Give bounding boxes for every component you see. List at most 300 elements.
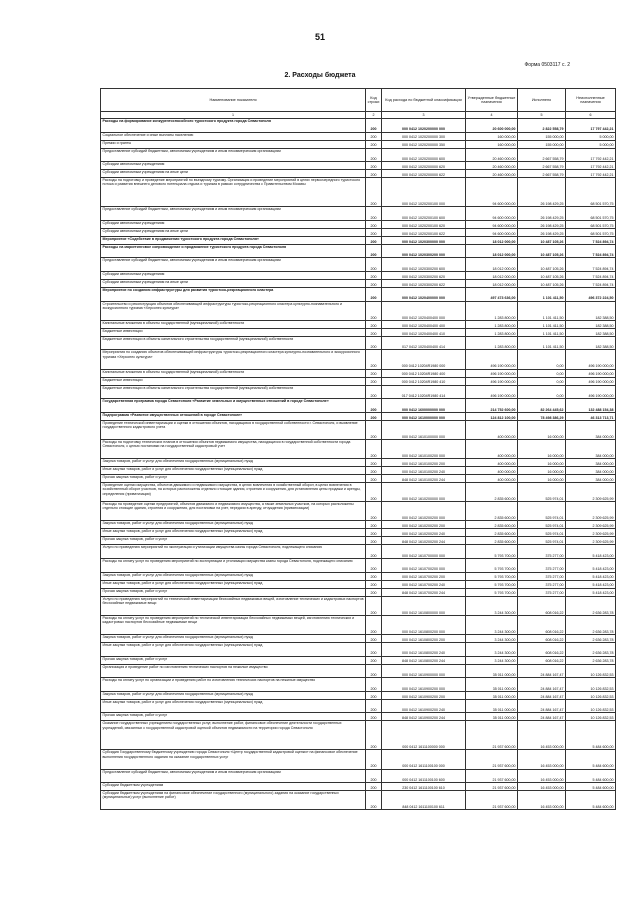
row-budget-code: 000 0412 1611100000 000 bbox=[382, 721, 466, 750]
row-name: Закупка товаров, работ и услуг для обеспечения государственных (муниципальных) нужд bbox=[101, 572, 366, 580]
row-executed: 375 277,00 bbox=[518, 580, 566, 588]
row-approved: 94 600 000,00 bbox=[466, 207, 518, 221]
table-row bbox=[101, 244, 616, 258]
row-unexecuted: 182 388,50 bbox=[566, 328, 616, 336]
row-line-code: 200 bbox=[366, 258, 382, 272]
row-line-code: 200 bbox=[366, 691, 382, 699]
row-name: Субсидии автономным учреждениям bbox=[101, 271, 366, 279]
row-name: Иные закупки товаров, работ и услуг для обеспечения государственных (муниципальных) нужд bbox=[101, 699, 366, 713]
row-approved: 5 793 700,00 bbox=[466, 572, 518, 580]
row-unexecuted: 2 309 625,99 bbox=[566, 483, 616, 502]
row-executed: 525 974,01 bbox=[518, 483, 566, 502]
row-unexecuted: 5 484 600,00 bbox=[566, 769, 616, 783]
table-row bbox=[101, 699, 616, 713]
expenses-table bbox=[100, 88, 616, 810]
row-unexecuted: 384 000,00 bbox=[566, 420, 616, 439]
table-row bbox=[101, 350, 616, 369]
row-executed: 16 000,00 bbox=[518, 459, 566, 467]
row-executed: 1 101 411,50 bbox=[518, 287, 566, 301]
table-row bbox=[101, 336, 616, 350]
row-unexecuted: 5 484 600,00 bbox=[566, 791, 616, 810]
row-approved: 5 793 700,00 bbox=[466, 588, 518, 596]
row-approved: 400 000,00 bbox=[466, 475, 518, 483]
row-executed: 2 667 558,79 bbox=[518, 170, 566, 178]
row-budget-code: 000 0412 1610200000 000 bbox=[382, 483, 466, 502]
row-line-code: 200 bbox=[366, 467, 382, 475]
row-approved: 496 190 000,00 bbox=[466, 350, 518, 369]
table-row bbox=[101, 271, 616, 279]
row-budget-code: 000 0412 1610900200 240 bbox=[382, 699, 466, 713]
row-approved: 35 011 000,00 bbox=[466, 664, 518, 678]
row-name: Субсидии бюджетным учреждениям bbox=[101, 783, 366, 791]
row-line-code: 200 bbox=[366, 287, 382, 301]
row-approved: 214 752 600,00 bbox=[466, 399, 518, 413]
row-executed: 0,00 bbox=[518, 350, 566, 369]
row-executed: 16 453 000,00 bbox=[518, 721, 566, 750]
table-row bbox=[101, 279, 616, 287]
column-number: 2 bbox=[366, 112, 382, 119]
row-budget-code: 000 0412 1610900200 200 bbox=[382, 691, 466, 699]
row-line-code: 200 bbox=[366, 271, 382, 279]
row-name: Прочая закупка товаров, работ и услуг bbox=[101, 713, 366, 721]
row-unexecuted: 496 372 224,50 bbox=[566, 287, 616, 301]
row-budget-code: 000 0412 1020400400 410 bbox=[382, 328, 466, 336]
row-executed: 2 822 558,79 bbox=[518, 119, 566, 133]
table-row bbox=[101, 328, 616, 336]
row-unexecuted: 182 388,50 bbox=[566, 301, 616, 320]
row-line-code: 200 bbox=[366, 369, 382, 377]
row-line-code: 200 bbox=[366, 412, 382, 420]
row-approved: 1 283 800,00 bbox=[466, 328, 518, 336]
row-name: Мероприятие по созданию инфраструктуры для развития туристско-рекреационного кластера bbox=[101, 287, 366, 301]
table-row bbox=[101, 178, 616, 207]
row-line-code: 200 bbox=[366, 750, 382, 769]
column-number: 1 bbox=[101, 112, 366, 119]
row-budget-code: 000 0412 1020200000 350 bbox=[382, 140, 466, 148]
row-approved: 1 283 800,00 bbox=[466, 336, 518, 350]
row-approved: 160 000,00 bbox=[466, 132, 518, 140]
row-name: Субсидии автономным учреждениям bbox=[101, 220, 366, 228]
row-name: Государственная программа города Севастополя «Развитие земельных и имущественных отношений в городе Севастополе» bbox=[101, 399, 366, 413]
row-line-code: 200 bbox=[366, 140, 382, 148]
row-budget-code: 000 0412 1020200100 000 bbox=[382, 178, 466, 207]
row-name: Капитальные вложения в объекты государственной (муниципальной) собственности bbox=[101, 369, 366, 377]
row-name: Прочая закупка товаров, работ и услуг bbox=[101, 656, 366, 664]
row-name: Расходы на подготовку и проведение мероприятий по въездному туризму. Организация и проведение мероприятий в целях первоочередного туристского потока и развития внешнего делового потенциала отдыха и туризма в рамках сотрудничества с Правительством Москвы bbox=[101, 178, 366, 207]
row-budget-code: 000 0412 1020200000 600 bbox=[382, 148, 466, 162]
row-approved: 5 793 700,00 bbox=[466, 545, 518, 559]
column-header: Код расхода по бюджетной классификации bbox=[382, 89, 466, 112]
row-line-code: 200 bbox=[366, 596, 382, 615]
row-name: Иные закупки товаров, работ и услуг для обеспечения государственных (муниципальных) нужд bbox=[101, 580, 366, 588]
row-budget-code: 848 0412 1611100100 611 bbox=[382, 791, 466, 810]
row-budget-code: 000 0412 1020200100 600 bbox=[382, 207, 466, 221]
row-unexecuted: 5 000,00 bbox=[566, 132, 616, 140]
row-unexecuted: 384 000,00 bbox=[566, 467, 616, 475]
row-unexecuted: 5 484 600,00 bbox=[566, 750, 616, 769]
row-approved: 18 012 000,00 bbox=[466, 244, 518, 258]
row-approved: 400 000,00 bbox=[466, 467, 518, 475]
row-executed: 24 884 167,47 bbox=[518, 691, 566, 699]
row-budget-code: 000 0412 1020200100 620 bbox=[382, 220, 466, 228]
table-row bbox=[101, 643, 616, 657]
row-approved: 160 000,00 bbox=[466, 140, 518, 148]
row-budget-code: 000 0412 10204R1980 410 bbox=[382, 377, 466, 385]
table-row bbox=[101, 713, 616, 721]
row-name: Услуги по проведению мероприятий по технической инвентаризации бесхозяйных недвижимых вещей, изготовление технических и кадастровых паспортов бесхозяйные недвижимые вещи bbox=[101, 596, 366, 615]
row-unexecuted: 5 484 600,00 bbox=[566, 721, 616, 750]
row-unexecuted: 10 126 832,53 bbox=[566, 713, 616, 721]
row-executed: 1 101 411,50 bbox=[518, 328, 566, 336]
row-unexecuted: 5 418 423,00 bbox=[566, 545, 616, 559]
row-executed: 525 974,01 bbox=[518, 529, 566, 537]
table-row bbox=[101, 615, 616, 634]
row-approved: 21 937 600,00 bbox=[466, 783, 518, 791]
row-line-code: 200 bbox=[366, 721, 382, 750]
row-unexecuted: 2 309 625,99 bbox=[566, 537, 616, 545]
row-approved: 5 793 700,00 bbox=[466, 580, 518, 588]
row-executed: 375 277,00 bbox=[518, 588, 566, 596]
row-name: Расходы на оплату услуг по проведению мероприятий по эксплуатации и утилизации имущества казны города Севастополя, подлежащего списанию bbox=[101, 559, 366, 573]
row-name: Мероприятия по созданию объектов обеспечивающей инфраструктуры туристско-рекреационного кластера культурно-познавательного и экскурсионного туризма «Херсонес культура» bbox=[101, 350, 366, 369]
row-budget-code: 000 0412 1020300200 620 bbox=[382, 271, 466, 279]
row-line-code: 200 bbox=[366, 377, 382, 385]
row-approved: 3 244 300,00 bbox=[466, 635, 518, 643]
row-line-code: 200 bbox=[366, 529, 382, 537]
row-approved: 5 793 700,00 bbox=[466, 559, 518, 573]
row-name: Предоставление субсидий бюджетным, автономным учреждениям и иным некоммерческим организациям bbox=[101, 769, 366, 783]
row-executed: 16 000,00 bbox=[518, 420, 566, 439]
table-row bbox=[101, 483, 616, 502]
table-row bbox=[101, 377, 616, 385]
row-approved: 3 244 300,00 bbox=[466, 656, 518, 664]
row-name: Иные закупки товаров, работ и услуг для обеспечения государственных (муниципальных) нужд bbox=[101, 467, 366, 475]
table-row bbox=[101, 369, 616, 377]
row-line-code: 200 bbox=[366, 385, 382, 399]
row-executed: 24 884 167,47 bbox=[518, 664, 566, 678]
row-line-code: 200 bbox=[366, 328, 382, 336]
row-line-code: 200 bbox=[366, 170, 382, 178]
row-line-code: 200 bbox=[366, 635, 382, 643]
row-budget-code: 000 0412 10204R1980 000 bbox=[382, 350, 466, 369]
table-row bbox=[101, 572, 616, 580]
row-budget-code: 848 0412 1610700200 244 bbox=[382, 588, 466, 596]
table-row bbox=[101, 559, 616, 573]
row-name: Строительство и реконструкция объектов обеспечивающей инфраструктуры туристско-рекреационного кластера культурно-познавательного и экскурсионного туризма «Херсонес культура» bbox=[101, 301, 366, 320]
row-unexecuted: 5 418 423,00 bbox=[566, 580, 616, 588]
row-executed: 2 667 558,79 bbox=[518, 162, 566, 170]
table-row bbox=[101, 301, 616, 320]
row-approved: 2 835 600,00 bbox=[466, 529, 518, 537]
row-unexecuted: 10 126 832,53 bbox=[566, 699, 616, 713]
row-budget-code: 000 0412 1020200000 000 bbox=[382, 119, 466, 133]
column-header: Наименование показателя bbox=[101, 89, 366, 112]
row-approved: 21 937 600,00 bbox=[466, 750, 518, 769]
row-line-code: 200 bbox=[366, 350, 382, 369]
row-line-code: 200 bbox=[366, 791, 382, 810]
row-line-code: 200 bbox=[366, 769, 382, 783]
row-line-code: 200 bbox=[366, 678, 382, 692]
table-row bbox=[101, 475, 616, 483]
row-budget-code: 000 0412 1610100000 000 bbox=[382, 420, 466, 439]
table-row bbox=[101, 439, 616, 458]
row-name: Проведение оценки имущества, объектов движимого и недвижимого имущества, в целях вовлечения в хозяйственный оборот, в целях вовлечения в хозяйственный оборот участков, на которых расположены отдельно стоящие здания, строения и сооружения, для установления цены продажи и аренды, определения (приватизации) bbox=[101, 483, 366, 502]
row-approved: 1 283 800,00 bbox=[466, 301, 518, 320]
row-approved: 497 473 636,00 bbox=[466, 287, 518, 301]
row-name: Субсидии автономным учреждениям на иные цели bbox=[101, 279, 366, 287]
row-executed: 10 487 105,26 bbox=[518, 244, 566, 258]
row-executed: 375 277,00 bbox=[518, 545, 566, 559]
row-unexecuted: 2 636 283,78 bbox=[566, 596, 616, 615]
row-executed: 16 453 000,00 bbox=[518, 769, 566, 783]
row-unexecuted: 2 309 625,99 bbox=[566, 521, 616, 529]
row-executed: 26 198 429,25 bbox=[518, 228, 566, 236]
row-unexecuted: 17 792 442,21 bbox=[566, 170, 616, 178]
table-row bbox=[101, 545, 616, 559]
row-executed: 1 101 411,50 bbox=[518, 336, 566, 350]
row-approved: 94 600 000,00 bbox=[466, 228, 518, 236]
row-approved: 21 937 600,00 bbox=[466, 769, 518, 783]
row-line-code: 200 bbox=[366, 537, 382, 545]
row-name: Расходы на подготовку технических планов в отношении объектов недвижимого имущества, находящихся в государственной собственности города Севастополя, с целью постановки на государственный кадастровый учет bbox=[101, 439, 366, 458]
row-executed: 155 000,00 bbox=[518, 132, 566, 140]
row-budget-code: 000 0412 1610800200 240 bbox=[382, 643, 466, 657]
row-approved: 20 460 000,00 bbox=[466, 170, 518, 178]
row-name: Субсидия Государственному бюджетному учреждению города Севастополя «Центр государственной кадастровой оценки» на финансовое обеспечение выполнения государственного задания на оказание государственных услуг bbox=[101, 750, 366, 769]
row-name: Закупка товаров, работ и услуг для обеспечения государственных (муниципальных) нужд bbox=[101, 521, 366, 529]
row-line-code: 200 bbox=[366, 783, 382, 791]
row-unexecuted: 5 484 600,00 bbox=[566, 783, 616, 791]
row-unexecuted: 17 792 442,21 bbox=[566, 162, 616, 170]
table-row bbox=[101, 691, 616, 699]
row-budget-code: 848 0412 1610200200 244 bbox=[382, 537, 466, 545]
table-row bbox=[101, 207, 616, 221]
row-line-code: 200 bbox=[366, 162, 382, 170]
row-approved: 2 835 600,00 bbox=[466, 502, 518, 521]
row-budget-code: 000 0412 1020300000 000 bbox=[382, 236, 466, 244]
row-executed: 24 884 167,47 bbox=[518, 678, 566, 692]
row-name: Иные закупки товаров, работ и услуг для обеспечения государственных (муниципальных) нужд bbox=[101, 643, 366, 657]
row-unexecuted: 384 000,00 bbox=[566, 439, 616, 458]
row-budget-code: 000 0412 1020300200 000 bbox=[382, 244, 466, 258]
row-executed: 16 453 000,00 bbox=[518, 783, 566, 791]
row-approved: 496 190 000,00 bbox=[466, 385, 518, 399]
row-line-code: 200 bbox=[366, 336, 382, 350]
row-unexecuted: 17 797 442,21 bbox=[566, 119, 616, 133]
row-budget-code: 000 0412 10204R1980 400 bbox=[382, 369, 466, 377]
row-name: Предоставление субсидий бюджетным, автономным учреждениям и иным некоммерческим организациям bbox=[101, 148, 366, 162]
row-line-code: 200 bbox=[366, 178, 382, 207]
row-unexecuted: 496 190 000,00 bbox=[566, 369, 616, 377]
table-row bbox=[101, 140, 616, 148]
row-budget-code: 000 0412 1610800000 000 bbox=[382, 596, 466, 615]
row-name: Прочая закупка товаров, работ и услуг bbox=[101, 537, 366, 545]
row-budget-code: 000 0412 1610200200 000 bbox=[382, 502, 466, 521]
row-budget-code: 000 0412 1020400400 000 bbox=[382, 301, 466, 320]
row-executed: 525 974,01 bbox=[518, 537, 566, 545]
row-executed: 2 667 558,79 bbox=[518, 148, 566, 162]
table-row bbox=[101, 750, 616, 769]
row-budget-code: 000 0412 1020400000 000 bbox=[382, 287, 466, 301]
row-line-code: 200 bbox=[366, 119, 382, 133]
row-unexecuted: 7 524 894,74 bbox=[566, 258, 616, 272]
column-header: Код строки bbox=[366, 89, 382, 112]
table-row bbox=[101, 148, 616, 162]
row-budget-code: 000 0412 1610100200 000 bbox=[382, 439, 466, 458]
row-approved: 496 190 000,00 bbox=[466, 369, 518, 377]
row-executed: 608 016,22 bbox=[518, 596, 566, 615]
row-unexecuted: 384 000,00 bbox=[566, 475, 616, 483]
row-line-code: 200 bbox=[366, 132, 382, 140]
row-name: Прочая закупка товаров, работ и услуг bbox=[101, 588, 366, 596]
row-executed: 10 487 105,26 bbox=[518, 236, 566, 244]
row-unexecuted: 17 792 442,21 bbox=[566, 148, 616, 162]
row-budget-code: 000 0412 1610700200 240 bbox=[382, 580, 466, 588]
row-line-code: 200 bbox=[366, 699, 382, 713]
column-number: 3 bbox=[382, 112, 466, 119]
table-row bbox=[101, 529, 616, 537]
row-executed: 0,00 bbox=[518, 377, 566, 385]
row-budget-code: 000 0412 1020300200 622 bbox=[382, 279, 466, 287]
table-row bbox=[101, 132, 616, 140]
table-row bbox=[101, 791, 616, 810]
row-name: Закупка товаров, работ и услуг для обеспечения государственных (муниципальных) нужд bbox=[101, 635, 366, 643]
row-approved: 3 244 300,00 bbox=[466, 643, 518, 657]
row-name: Оказание государственных учреждением государственных услуг, выполнение работ, финансовое обеспечение деятельности государственных учреждений, связанных с государственной кадастровой оценкой объектов недвижимости на территории города Севастополя bbox=[101, 721, 366, 750]
row-name: Социальное обеспечение и иные выплаты населению bbox=[101, 132, 366, 140]
row-line-code: 200 bbox=[366, 580, 382, 588]
row-executed: 26 198 429,25 bbox=[518, 220, 566, 228]
row-line-code: 200 bbox=[366, 643, 382, 657]
row-approved: 18 012 000,00 bbox=[466, 271, 518, 279]
row-unexecuted: 2 636 283,78 bbox=[566, 635, 616, 643]
row-line-code: 200 bbox=[366, 207, 382, 221]
row-unexecuted: 496 190 000,00 bbox=[566, 350, 616, 369]
row-unexecuted: 68 501 570,75 bbox=[566, 207, 616, 221]
row-unexecuted: 182 388,50 bbox=[566, 320, 616, 328]
row-line-code: 200 bbox=[366, 588, 382, 596]
row-executed: 10 487 105,26 bbox=[518, 279, 566, 287]
row-line-code: 200 bbox=[366, 320, 382, 328]
row-name: Услуги по проведению мероприятий по эксплуатации и утилизации имущества казны города Севастополя, подлежащего списанию bbox=[101, 545, 366, 559]
row-unexecuted: 7 524 894,74 bbox=[566, 279, 616, 287]
row-unexecuted: 7 524 894,74 bbox=[566, 244, 616, 258]
row-budget-code: 230 0412 1611100100 610 bbox=[382, 783, 466, 791]
row-unexecuted: 10 126 832,53 bbox=[566, 691, 616, 699]
row-budget-code: 017 0412 1020400400 414 bbox=[382, 336, 466, 350]
section-title: 2. Расходы бюджета bbox=[284, 72, 356, 79]
row-executed: 16 000,00 bbox=[518, 439, 566, 458]
table-row bbox=[101, 769, 616, 783]
row-name: Расходы на оплату услуг по организации и проведению работ по изготовлению технических паспортов на нежилые имущество bbox=[101, 678, 366, 692]
row-line-code: 200 bbox=[366, 615, 382, 634]
table-row bbox=[101, 170, 616, 178]
table-row bbox=[101, 459, 616, 467]
row-unexecuted: 68 501 570,75 bbox=[566, 178, 616, 207]
table-row bbox=[101, 783, 616, 791]
row-budget-code: 000 0412 1020200000 620 bbox=[382, 162, 466, 170]
row-line-code: 200 bbox=[366, 475, 382, 483]
row-name: Субсидии бюджетным учреждениям на финансовое обеспечение государственного (муниципального) задания на оказание государственных (муниципальных) услуг (выполнение работ) bbox=[101, 791, 366, 810]
table-row bbox=[101, 228, 616, 236]
row-budget-code: 000 0412 1610100200 240 bbox=[382, 467, 466, 475]
row-approved: 496 190 000,00 bbox=[466, 377, 518, 385]
row-budget-code: 000 0412 1610700200 200 bbox=[382, 572, 466, 580]
table-row bbox=[101, 656, 616, 664]
row-approved: 400 000,00 bbox=[466, 439, 518, 458]
row-budget-code: 000 0412 1610100200 200 bbox=[382, 459, 466, 467]
table-row bbox=[101, 412, 616, 420]
page-number: 51 bbox=[314, 32, 325, 42]
table-row bbox=[101, 220, 616, 228]
row-unexecuted: 2 636 283,78 bbox=[566, 643, 616, 657]
row-unexecuted: 7 524 894,74 bbox=[566, 236, 616, 244]
row-name: Проведение технической инвентаризации и оценки в отношении объектов, находящихся в государственной собственности г. Севастополя, и выявление государственного кадастрового учета bbox=[101, 420, 366, 439]
row-name: Бюджетные инвестиции в объекты капитального строительства государственной (муниципальной) собственности bbox=[101, 385, 366, 399]
row-budget-code: 000 0412 1020300200 600 bbox=[382, 258, 466, 272]
row-budget-code: 000 0412 1600000000 000 bbox=[382, 399, 466, 413]
row-approved: 20 600 000,00 bbox=[466, 119, 518, 133]
row-budget-code: 000 0412 1610900000 000 bbox=[382, 664, 466, 678]
row-name: Субсидии автономным учреждениям на иные цели bbox=[101, 228, 366, 236]
row-line-code: 200 bbox=[366, 664, 382, 678]
row-approved: 94 600 000,00 bbox=[466, 220, 518, 228]
row-name: Закупка товаров, работ и услуг для обеспечения государственных (муниципальных) нужд bbox=[101, 691, 366, 699]
row-executed: 10 487 105,26 bbox=[518, 271, 566, 279]
row-executed: 10 487 105,26 bbox=[518, 258, 566, 272]
table-row bbox=[101, 236, 616, 244]
row-executed: 155 000,00 bbox=[518, 140, 566, 148]
row-unexecuted: 46 313 713,71 bbox=[566, 412, 616, 420]
row-name: Субсидии автономным учреждениям bbox=[101, 162, 366, 170]
row-name: Расходы на оплату услуг по проведению мероприятий по технической инвентаризации бесхозяйных недвижимых вещей, изготовлению технических и кадастровых паспортов бесхозяйные недвижимые вещи bbox=[101, 615, 366, 634]
row-line-code: 200 bbox=[366, 399, 382, 413]
row-budget-code: 000 0412 1610200200 200 bbox=[382, 521, 466, 529]
row-name: Расходы на маркетинговое сопровождение и продвижение туристского продукта города Севастополя bbox=[101, 244, 366, 258]
row-executed: 0,00 bbox=[518, 369, 566, 377]
row-executed: 24 884 167,47 bbox=[518, 713, 566, 721]
row-line-code: 200 bbox=[366, 439, 382, 458]
row-unexecuted: 5 000,00 bbox=[566, 140, 616, 148]
row-name: Прочая закупка товаров, работ и услуг bbox=[101, 475, 366, 483]
row-line-code: 200 bbox=[366, 545, 382, 559]
row-line-code: 200 bbox=[366, 236, 382, 244]
column-number: 4 bbox=[466, 112, 518, 119]
row-line-code: 200 bbox=[366, 279, 382, 287]
row-executed: 525 974,01 bbox=[518, 521, 566, 529]
row-line-code: 200 bbox=[366, 148, 382, 162]
row-approved: 124 812 100,00 bbox=[466, 412, 518, 420]
table-row bbox=[101, 287, 616, 301]
row-approved: 400 000,00 bbox=[466, 459, 518, 467]
row-executed: 82 264 445,62 bbox=[518, 399, 566, 413]
table-row bbox=[101, 678, 616, 692]
row-executed: 1 101 411,50 bbox=[518, 320, 566, 328]
row-line-code: 200 bbox=[366, 244, 382, 258]
row-approved: 21 937 600,00 bbox=[466, 721, 518, 750]
row-executed: 608 016,22 bbox=[518, 643, 566, 657]
row-line-code: 200 bbox=[366, 420, 382, 439]
row-line-code: 200 bbox=[366, 502, 382, 521]
row-approved: 400 000,00 bbox=[466, 420, 518, 439]
row-executed: 1 101 411,50 bbox=[518, 301, 566, 320]
row-approved: 18 012 000,00 bbox=[466, 236, 518, 244]
row-unexecuted: 2 636 283,78 bbox=[566, 656, 616, 664]
row-budget-code: 000 0412 1020200100 622 bbox=[382, 228, 466, 236]
table-row bbox=[101, 467, 616, 475]
row-budget-code: 000 0412 1020400400 400 bbox=[382, 320, 466, 328]
row-approved: 18 012 000,00 bbox=[466, 258, 518, 272]
